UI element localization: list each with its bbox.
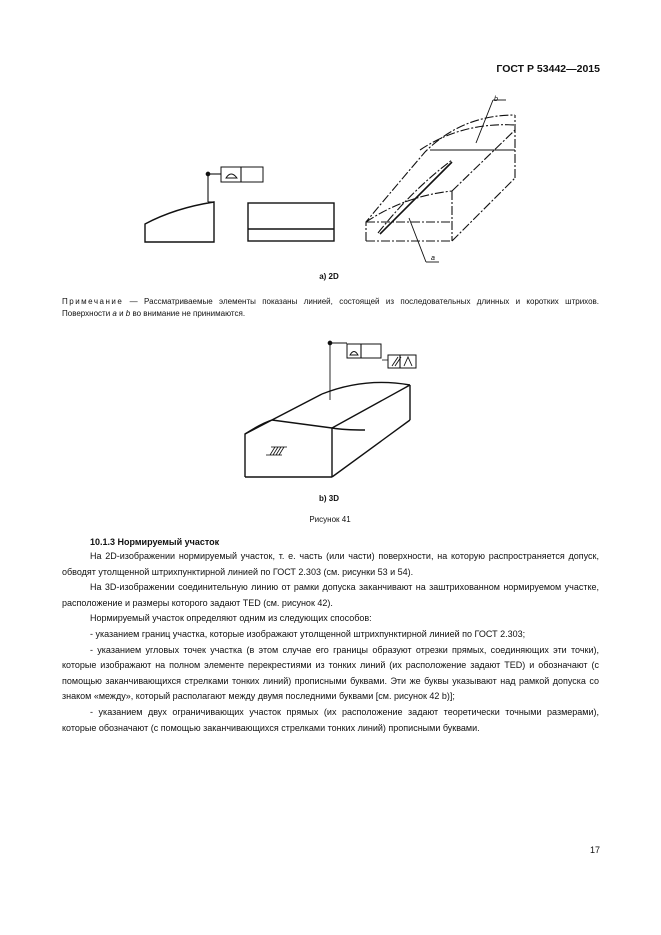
section-title: 10.1.3 Нормируемый участок bbox=[90, 537, 220, 547]
note-surface-b: b bbox=[125, 309, 131, 318]
figure-number: Рисунок 41 bbox=[309, 515, 351, 524]
leader-b bbox=[476, 100, 493, 143]
note-surface-a: a bbox=[112, 309, 117, 318]
profile-symbol-3d-icon bbox=[350, 352, 358, 356]
list-item: - указанием двух ограничивающих участок прямых (их расположение задают теоретически точными размерами), которые обозначают (с помощью заканчивающихся стрелками тонких линий) прописными буквами. bbox=[62, 706, 599, 733]
profile-symbol-icon bbox=[226, 174, 237, 178]
label-b-text: b bbox=[494, 96, 498, 103]
paragraph: На 3D-изображении соединительную линию от рамки допуска заканчивают на заштрихованном нормируемом участке, расположение и размеры которого задают TED (см. рисунок 42). bbox=[62, 582, 599, 608]
label-a-text: a bbox=[431, 255, 435, 262]
list-item: - указанием границ участка, которые изображают утолщенной штрихпунктирной линией по ГОСТ 2.303; bbox=[90, 628, 526, 639]
note-label: Примечание bbox=[62, 297, 124, 306]
document-header: ГОСТ Р 53442—2015 bbox=[496, 63, 600, 75]
list-item: - указанием угловых точек участка (в этом случае его границы образуют отрезки прямых, соединяющих эти точки), которые изображают на полном элементе перекрестиями из тонких линий (их расположение задают TED) и обозначают (с помощью заканчивающихся стрелками тонких линий) прописными буквами. Эти же буквы указывают над рамкой допуска со знаком «между», который располагают между двумя последними буквами [см. рисунок 42 b)]; bbox=[62, 644, 599, 702]
tolerance-frame-3d bbox=[347, 344, 381, 358]
isometric-block-2d bbox=[366, 115, 515, 241]
corner-label-icon bbox=[404, 357, 412, 366]
page-number: 17 bbox=[589, 845, 600, 855]
arc-profile-shape bbox=[145, 202, 214, 242]
leader-a bbox=[409, 218, 426, 262]
paragraph: Нормируемый участок определяют одним из следующих способов: bbox=[90, 613, 372, 624]
caption-2d: a) 2D bbox=[319, 272, 339, 281]
tolerance-frame-2d bbox=[221, 167, 263, 182]
figure-note bbox=[62, 296, 599, 320]
note-text: — Рассматриваемые элементы показаны линией, состоящей из последовательных длинных и коротких штрихов. Поверхности bbox=[62, 297, 599, 318]
note-and: и bbox=[116, 309, 126, 318]
block-3d bbox=[245, 382, 410, 477]
note-tail: во внимание не принимаются. bbox=[130, 309, 246, 318]
hatched-area bbox=[266, 447, 287, 455]
paragraph: На 2D-изображении нормируемый участок, т. е. часть (или части) поверхности, на которую распространяется допуск, обводят утолщенной штрихпунктирной линией по ГОСТ 2.303 (см. рисунки 53 и 54). bbox=[62, 551, 599, 577]
section-body bbox=[62, 549, 599, 736]
rectangle-view bbox=[248, 203, 334, 241]
caption-3d: b) 3D bbox=[319, 494, 339, 503]
